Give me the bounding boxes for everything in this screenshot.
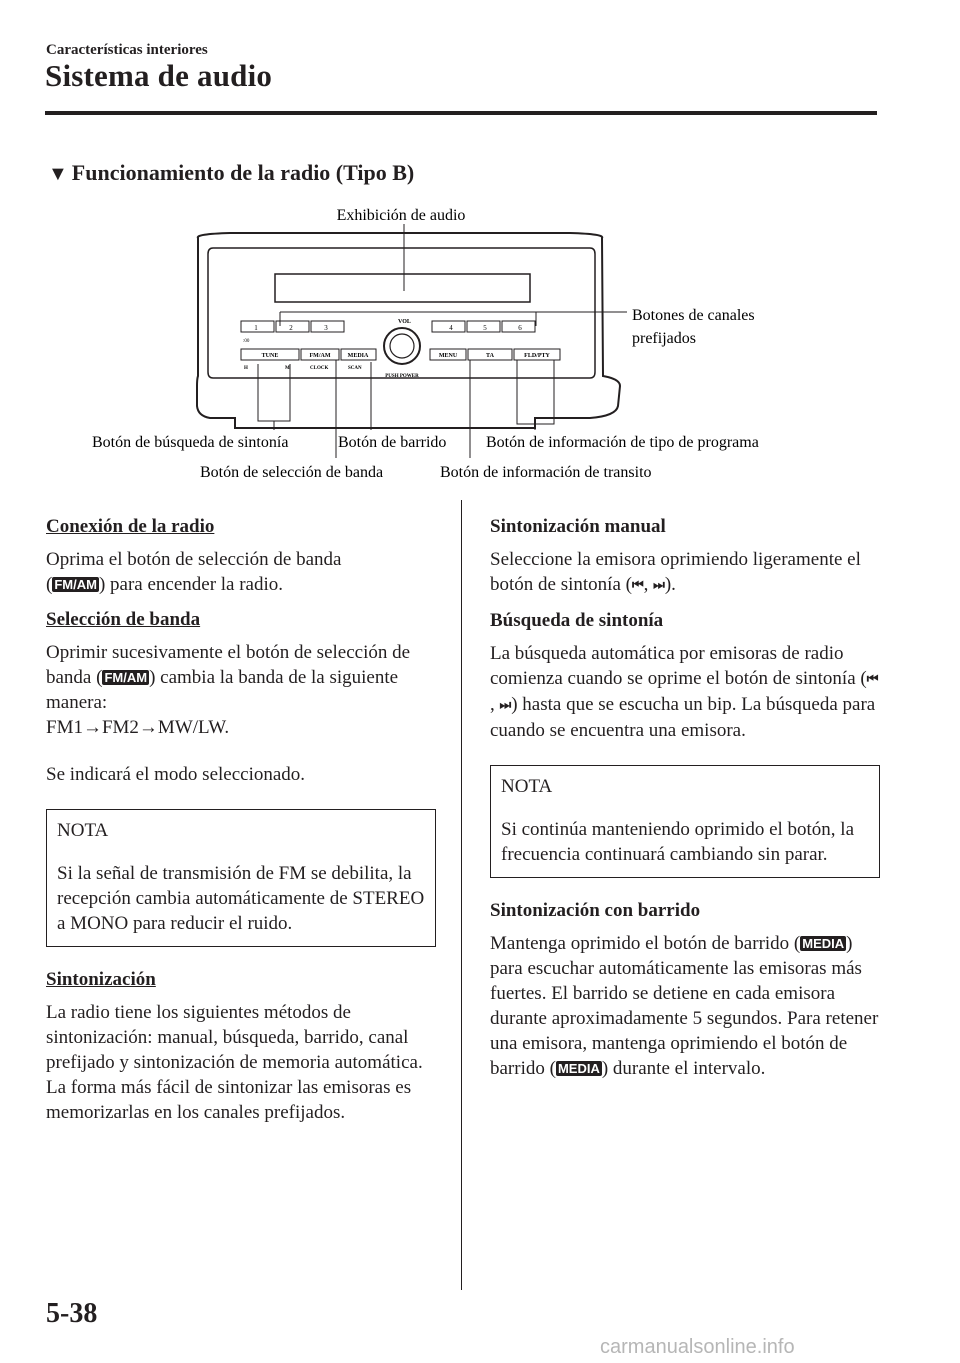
fmam-label: FM/AM: [309, 353, 331, 359]
seek-prev-icon: ⏮: [866, 672, 879, 687]
page-number: 5-38: [46, 1298, 98, 1329]
seek-prev-icon: ⏮: [631, 578, 644, 593]
barrido-text-c: ) durante el intervalo.: [601, 1058, 766, 1079]
callout-presets-2: prefijados: [632, 330, 696, 347]
push-power-label: PUSH POWER: [385, 374, 419, 379]
section-title-text: Funcionamiento de la radio (Tipo B): [71, 160, 415, 185]
clock-label: CLOCK: [310, 366, 329, 371]
page-title: Sistema de audio: [45, 58, 273, 93]
m-label: M: [285, 366, 290, 371]
audio-display: [275, 274, 530, 302]
media-label: MEDIA: [347, 353, 369, 359]
preset-label-5: 5: [483, 324, 487, 332]
conexion-text: Oprima el botón de selección de banda ( FM/AM ) para encender la radio.: [46, 549, 342, 595]
note-box-fm: [46, 809, 436, 947]
seek-next-icon: ⏭: [499, 698, 512, 713]
volume-knob: [384, 328, 420, 364]
fld-pty-label: FLD/PTY: [524, 353, 550, 359]
note-label: NOTA: [501, 776, 553, 797]
note-text: Si la señal de transmisión de FM se debilita, la recepción cambia automáticamente de STEREO a MONO para reducir el ruido.: [57, 863, 425, 934]
left-column: [46, 514, 436, 1133]
right-column: [490, 514, 880, 1089]
conexion-text-a: Oprima el botón de selección de banda: [46, 549, 342, 570]
conexion-text-b: ) para encender la radio.: [98, 574, 284, 595]
header-divider: [45, 111, 877, 115]
icon-separator: ,: [643, 574, 649, 595]
radio-bezel: [197, 233, 620, 428]
seleccion-text: [46, 640, 436, 740]
busqueda-heading: Búsqueda de sintonía: [490, 610, 664, 631]
radio-diagram: [80, 196, 840, 496]
time-00-label: :00: [243, 339, 250, 344]
busqueda-text-b: ) hasta que se escucha un bip. La búsqueda para cuando se encuentra una emisora.: [490, 694, 876, 741]
seek-next-icon: ⏭: [653, 578, 665, 593]
barrido-heading: Sintonización con barrido: [490, 900, 701, 921]
seleccion-text-b: ) cambia la banda de la siguiente manera:: [46, 667, 399, 713]
fmam-button-icon: FM/AM: [104, 670, 148, 685]
manual-text-a: Seleccione la emisora oprimiendo ligeramente el botón de sintonía (: [490, 549, 861, 595]
scan-label: SCAN: [348, 366, 362, 371]
note-text: Si continúa manteniendo oprimido el botón, la frecuencia continuará cambiando sin parar.: [501, 819, 855, 865]
media-button-icon: MEDIA: [557, 1061, 600, 1076]
column-divider: [461, 500, 462, 1290]
note-label: NOTA: [57, 820, 109, 841]
callout-display: Exhibición de audio: [336, 207, 466, 224]
callout-scan: Botón de barrido: [338, 434, 447, 451]
leader-seek: [258, 364, 290, 421]
preset-label-1: 1: [254, 324, 258, 332]
media-button-icon: MEDIA: [802, 936, 845, 951]
barrido-text: [490, 931, 880, 1081]
icon-separator: ,: [490, 694, 495, 715]
sintonizacion-text: La radio tiene los siguientes métodos de sintonización: manual, búsqueda, barrido, canal prefijado y sintonización de memoria automática. La forma más fácil de sintonizar las emisoras es memorizarlas en los canales prefijados.: [46, 1002, 423, 1123]
tune-label: TUNE: [261, 353, 279, 359]
leader-pty: [517, 360, 554, 424]
preset-label-2: 2: [289, 324, 293, 332]
manual-heading: Sintonización manual: [490, 516, 666, 537]
ta-label: TA: [486, 353, 494, 359]
preset-label-4: 4: [449, 324, 453, 332]
seleccion-text-a: Oprimir sucesivamente el botón de selección de banda (: [46, 642, 411, 688]
band-sequence: FM1→FM2→MW/LW.: [46, 717, 230, 738]
section-title: [48, 160, 414, 186]
fmam-button-icon: FM/AM: [54, 577, 97, 592]
seleccion-heading: Selección de banda: [46, 609, 201, 630]
sintonizacion-heading: Sintonización: [46, 969, 156, 990]
barrido-text-b: ) para escuchar automáticamente las emisoras más fuertes. El barrido se detiene en cada emisora durante aproximadamente 5 segundos. Para retener una emisora, mantenga oprimiendo el botón de barrido (: [490, 933, 879, 1079]
note-box-seek: [490, 765, 880, 878]
callout-band: Botón de selección de banda: [200, 464, 384, 481]
manual-text-b: ).: [664, 574, 676, 595]
barrido-text-a: Mantenga oprimido el botón de barrido (: [490, 933, 801, 954]
busqueda-text-a: La búsqueda automática por emisoras de radio comienza cuando se oprime el botón de sintonía (: [490, 643, 867, 689]
callout-seek: Botón de búsqueda de sintonía: [92, 434, 289, 451]
vol-label: VOL: [398, 319, 411, 325]
volume-knob-inner: [390, 334, 414, 358]
chapter-kicker: Características interiores: [46, 42, 208, 58]
manual-text: [490, 547, 880, 598]
preset-label-3: 3: [324, 324, 328, 332]
preset-label-6: 6: [518, 324, 522, 332]
callout-presets-1: Botones de canales: [632, 307, 755, 324]
callout-pty: Botón de información de tipo de programa: [486, 434, 759, 451]
h-label: H: [244, 366, 248, 371]
menu-label: MENU: [438, 353, 458, 359]
conexion-heading: Conexión de la radio: [46, 516, 215, 537]
callout-ta: Botón de información de transito: [440, 464, 652, 481]
mode-indicated: Se indicará el modo seleccionado.: [46, 764, 306, 785]
busqueda-text: [490, 641, 880, 743]
leader-presets: [280, 312, 627, 326]
watermark: carmanualsonline.info: [600, 1336, 795, 1358]
section-marker-icon: ▼: [48, 163, 68, 185]
